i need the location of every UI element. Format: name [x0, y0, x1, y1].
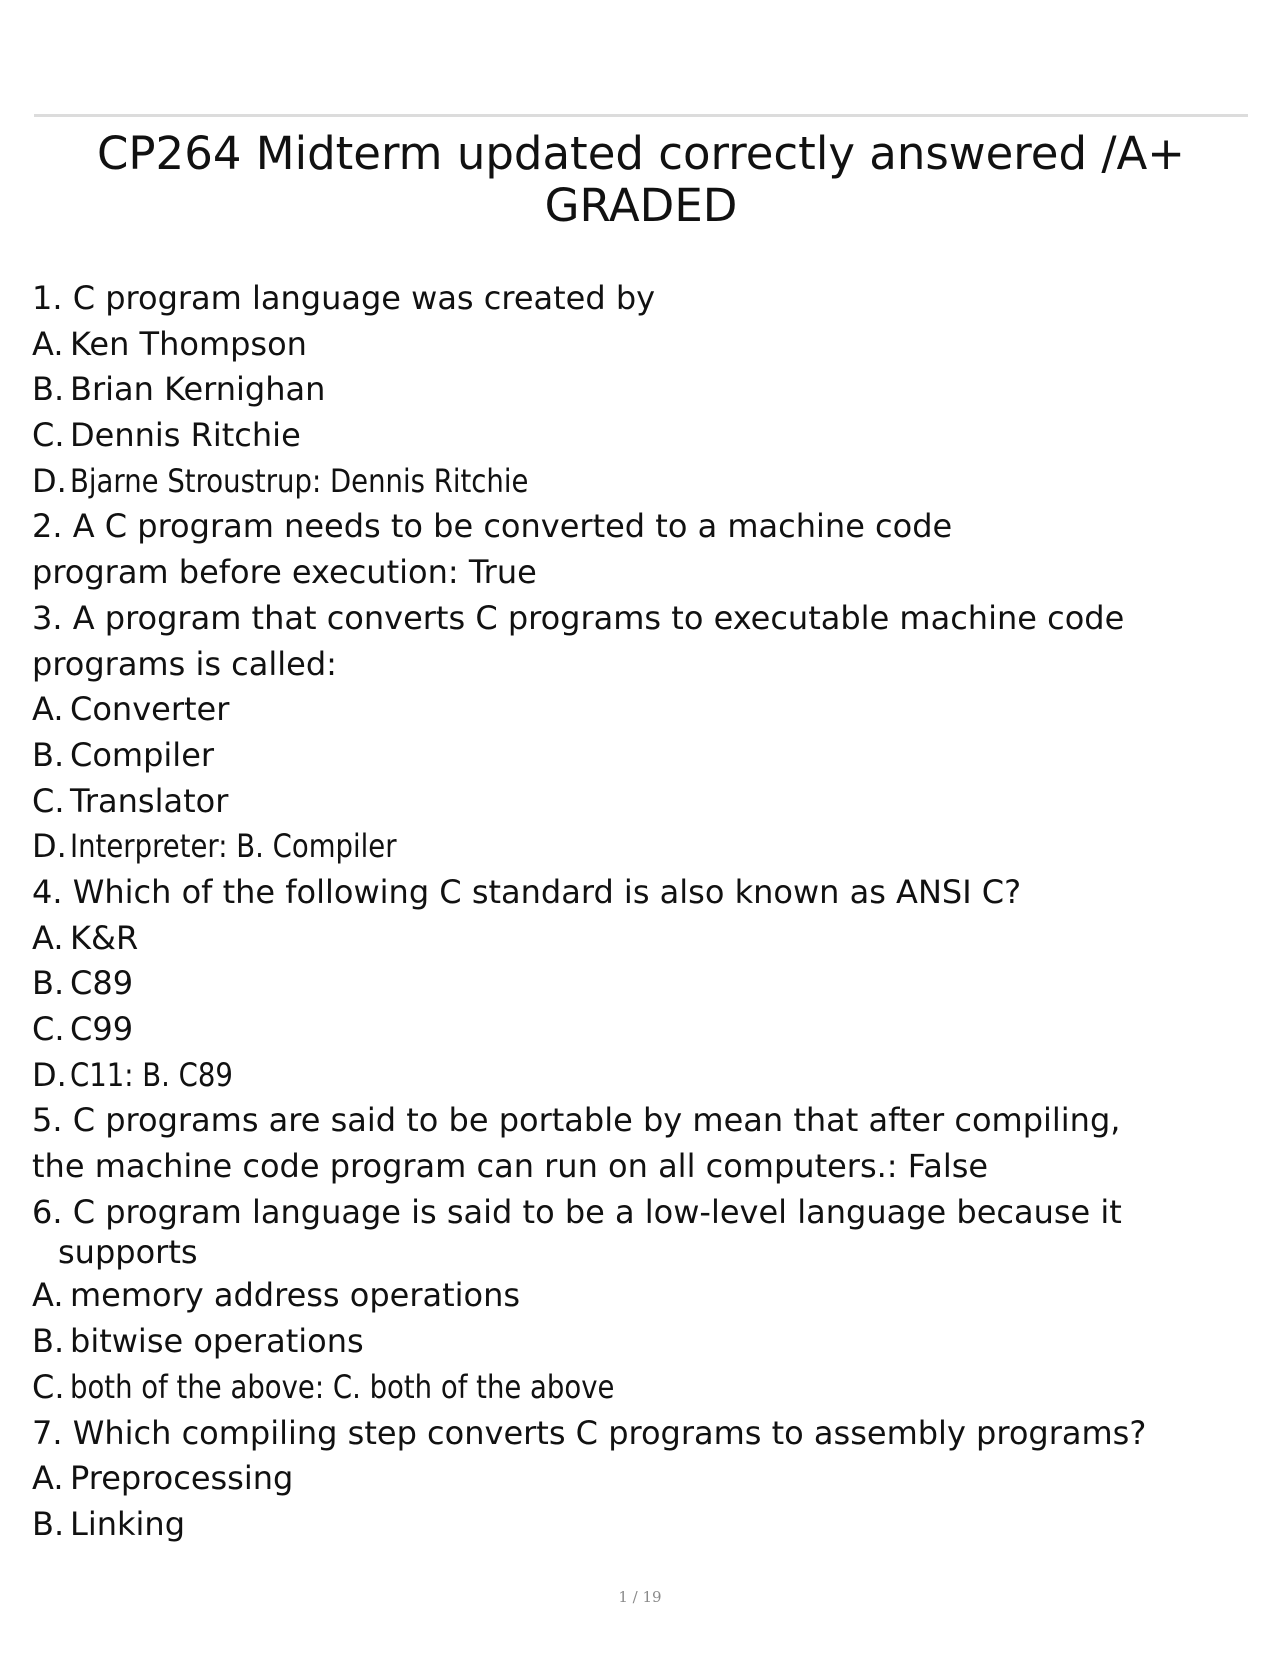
question-1-option-b: [32, 367, 1252, 413]
option-letter: C.: [32, 1010, 65, 1048]
option-text: C99: [70, 1010, 134, 1048]
document-title: CP264 Midterm updated correctly answered /A+ GRADED: [97, 127, 1185, 232]
option-text: memory address operations: [70, 1276, 521, 1315]
option-letter: B.: [32, 735, 65, 774]
question-4-option-b: [32, 961, 1252, 1007]
question-1-option-d-answer: [32, 459, 1252, 505]
option-text: Dennis Ritchie: [70, 416, 301, 455]
question-7-option-a: [32, 1456, 1252, 1502]
option-text: bitwise operations: [70, 1322, 364, 1361]
option-text: Ken Thompson: [70, 324, 307, 363]
option-text-answer: Interpreter: B. Compiler: [70, 827, 397, 866]
question-3-option-b: [32, 733, 1252, 779]
header-divider: [34, 114, 1248, 117]
option-letter: C.: [32, 781, 65, 820]
question-2-line-1: 2. A C program needs to be converted to a machine code: [32, 507, 953, 546]
option-letter: B.: [32, 1504, 65, 1543]
question-2-line-2-answer: program before execution: True: [32, 553, 537, 592]
question-5-line-1: 5. C programs are said to be portable by mean that after compiling,: [32, 1101, 1121, 1140]
question-3-option-a: [32, 687, 1252, 733]
option-text: Brian Kernighan: [70, 370, 326, 409]
option-letter: A.: [32, 1459, 64, 1498]
option-text-answer: C11: B. C89: [70, 1055, 233, 1094]
option-letter: B.: [32, 370, 65, 409]
option-letter: D.: [32, 461, 67, 500]
option-letter: C.: [32, 1367, 65, 1406]
question-6-line-2: supports: [58, 1233, 198, 1272]
option-text: Translator: [70, 781, 229, 820]
question-4-option-d-answer: [32, 1053, 1252, 1099]
question-5-line-2-answer: the machine code program can run on all computers.: False: [32, 1147, 989, 1186]
question-1: 1. C program language was created by: [32, 279, 656, 317]
question-4-option-a: [32, 916, 1252, 962]
page-number: 1 / 19: [618, 1588, 662, 1606]
question-7: 7. Which compiling step converts C programs to assembly programs?: [32, 1413, 1147, 1452]
option-text: Preprocessing: [70, 1459, 294, 1498]
option-text: Converter: [70, 690, 230, 729]
option-letter: A.: [32, 1276, 64, 1315]
question-3-line-1: 3. A program that converts C programs to executable machine code: [32, 598, 1125, 637]
question-1-option-a: [32, 322, 1252, 368]
option-text: Compiler: [70, 735, 215, 774]
question-6-option-a: [32, 1273, 1252, 1319]
question-3-option-d-answer: [32, 824, 1252, 870]
question-3-line-2: programs is called:: [32, 644, 337, 683]
option-text: Linking: [70, 1504, 186, 1543]
option-text: K&R: [70, 918, 139, 957]
option-letter: C.: [32, 416, 65, 455]
option-letter: B.: [32, 1322, 65, 1361]
option-letter: A.: [32, 324, 64, 363]
option-text: C89: [70, 964, 134, 1003]
question-6-line-1: 6. C program language is said to be a low-level language because it: [32, 1192, 1122, 1231]
question-6-option-c-answer: [32, 1365, 1252, 1411]
question-6-option-b: [32, 1319, 1252, 1365]
option-text-answer: both of the above: C. both of the above: [70, 1367, 615, 1406]
question-4: 4. Which of the following C standard is also known as ANSI C?: [32, 872, 1022, 911]
question-7-option-b: [32, 1502, 1252, 1548]
question-3-option-c: [32, 779, 1252, 825]
option-letter: B.: [32, 964, 65, 1003]
option-letter: D.: [32, 827, 67, 866]
option-letter: D.: [32, 1055, 67, 1094]
option-letter: A.: [32, 918, 64, 957]
option-letter: A.: [32, 690, 64, 729]
question-4-option-c: [32, 1007, 1252, 1053]
document-body: [32, 276, 1252, 1548]
option-text-answer: Bjarne Stroustrup: Dennis Ritchie: [70, 461, 529, 500]
question-1-option-c: [32, 413, 1252, 459]
